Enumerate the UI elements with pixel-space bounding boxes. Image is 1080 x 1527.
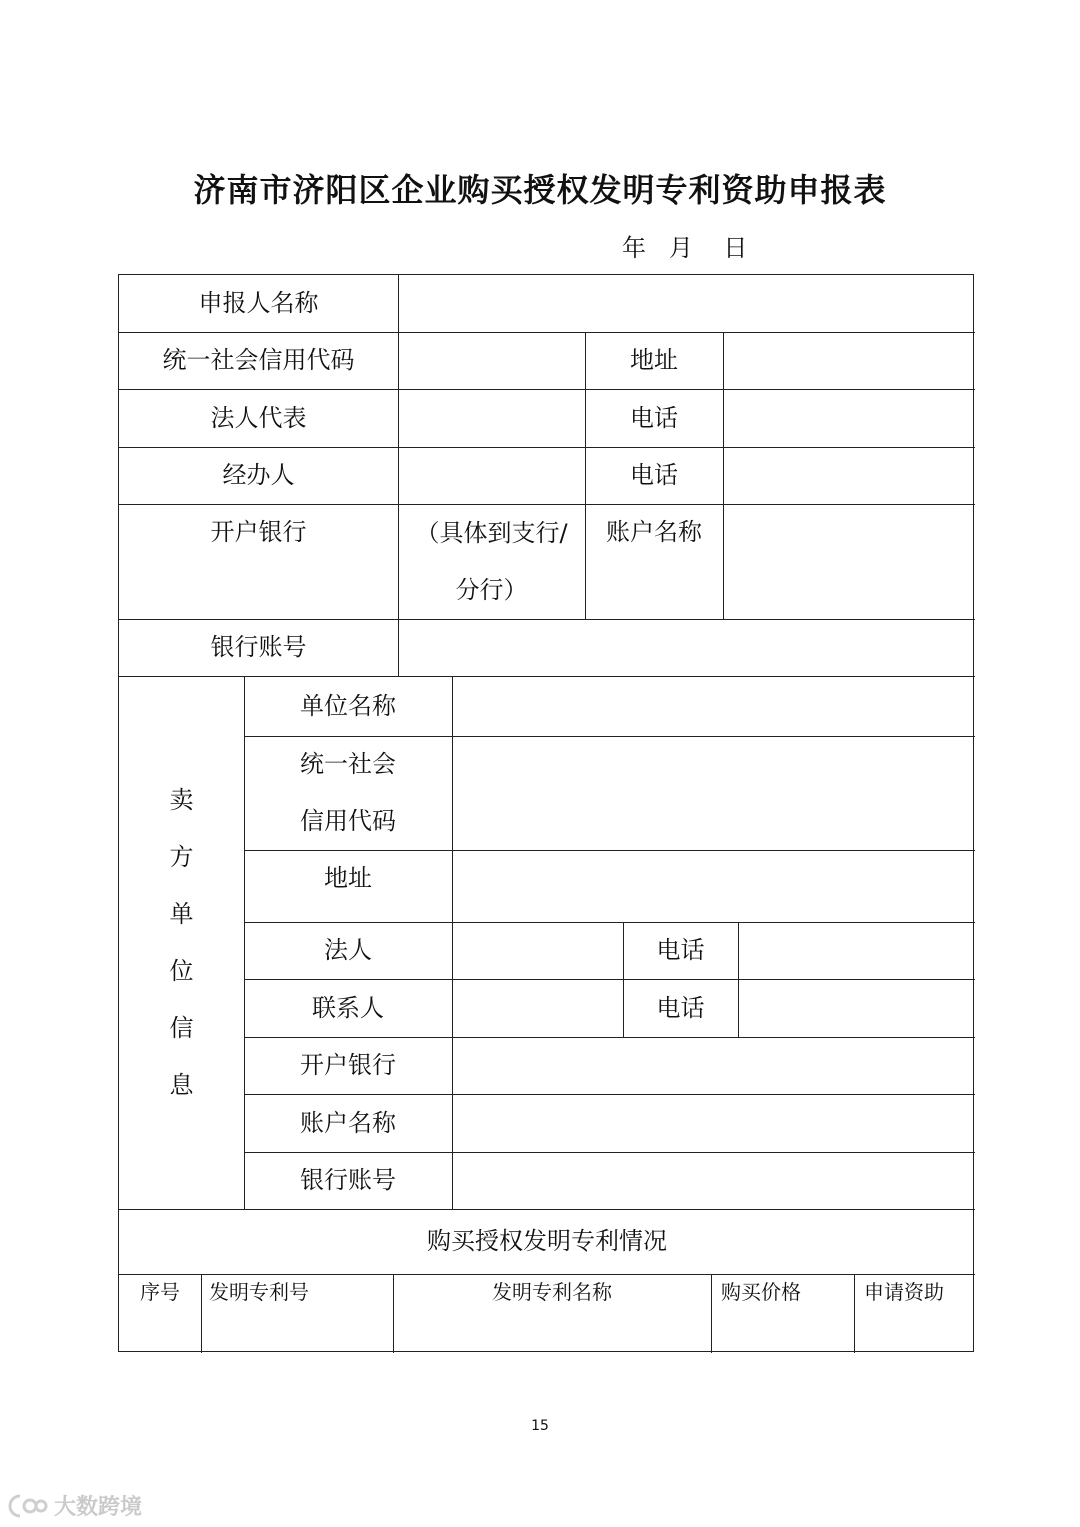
applicant-account-name-label: 账户名称	[606, 518, 702, 546]
applicant-account-number-label: 银行账号	[210, 633, 307, 661]
date-line: 年 月 日	[622, 234, 748, 262]
seller-address-label: 地址	[324, 864, 372, 892]
seller-account-number-label: 银行账号	[300, 1166, 396, 1194]
patents-section-title: 购买授权发明专利情况	[427, 1227, 667, 1255]
seller-credit-code-line1: 统一社会	[300, 750, 396, 778]
bank-hint	[398, 504, 585, 619]
watermark	[8, 1490, 142, 1521]
watermark-logo-icon	[8, 1493, 48, 1519]
seller-group-char: 息	[169, 1070, 194, 1099]
seller-contact-phone-label: 电话	[656, 993, 705, 1022]
page-number: 15	[531, 1418, 549, 1434]
seller-group-char: 卖	[169, 785, 194, 814]
seller-credit-code-line2: 信用代码	[300, 807, 396, 835]
applicant-address-label: 地址	[630, 346, 678, 374]
seller-unit-name-label: 单位名称	[300, 691, 396, 720]
watermark-text: 大数跨境	[54, 1495, 143, 1520]
seller-bank-label: 开户银行	[300, 1051, 396, 1079]
applicant-bank-label: 开户银行	[210, 518, 307, 546]
seller-group-char: 单	[169, 899, 194, 928]
bank-hint-line2: 分行）	[455, 575, 528, 604]
seller-account-name-label: 账户名称	[300, 1108, 396, 1137]
seller-contact-label: 联系人	[312, 993, 384, 1022]
handler-phone-label: 电话	[630, 461, 678, 489]
col-header-seq: 序号	[140, 1280, 180, 1304]
legal-rep-label: 法人代表	[210, 403, 307, 432]
col-header-patent-no: 发明专利号	[209, 1280, 309, 1304]
seller-group-char: 位	[169, 956, 194, 985]
seller-group-char: 信	[169, 1013, 194, 1042]
seller-group-char: 方	[169, 842, 194, 871]
seller-credit-code-label	[244, 736, 452, 850]
seller-legal-phone-label: 电话	[656, 936, 705, 964]
col-header-subsidy: 申请资助	[864, 1280, 944, 1304]
legal-rep-phone-label: 电话	[630, 403, 678, 432]
handler-label: 经办人	[222, 461, 295, 489]
form-title: 济南市济阳区企业购买授权发明专利资助申报表	[193, 171, 887, 209]
bank-hint-line1: （具体到支行/	[415, 518, 568, 547]
seller-info-group-label	[119, 676, 244, 1209]
applicant-credit-code-label: 统一社会信用代码	[162, 346, 355, 374]
col-header-patent-name: 发明专利名称	[492, 1280, 612, 1304]
application-form-table	[118, 274, 974, 1352]
seller-legal-label: 法人	[324, 936, 372, 964]
col-header-price: 购买价格	[721, 1280, 801, 1304]
applicant-name-label: 申报人名称	[198, 289, 319, 317]
